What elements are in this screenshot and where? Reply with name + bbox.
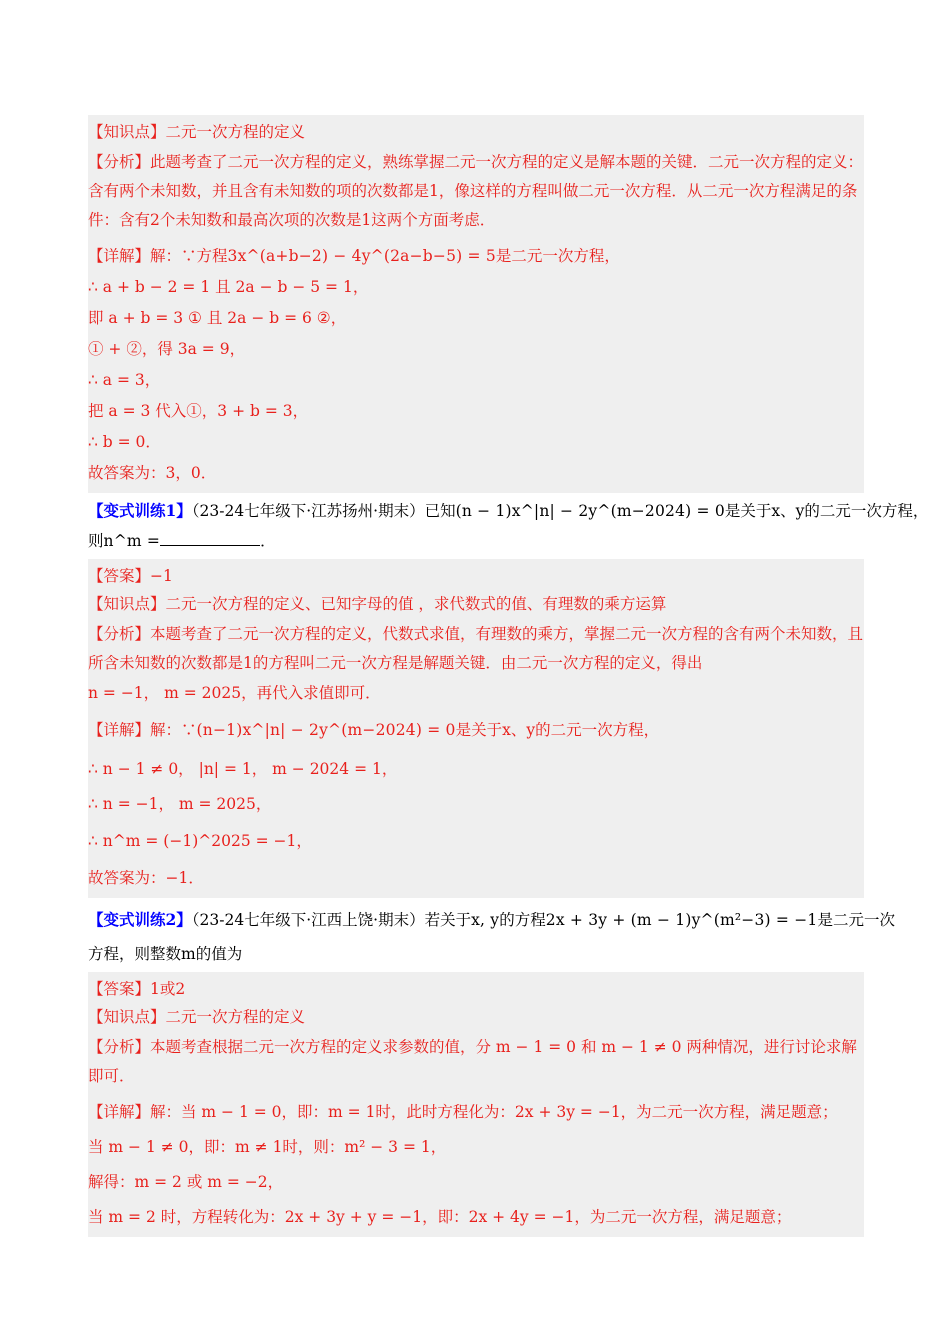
knowledge-point: 【知识点】二元一次方程的定义 [88, 123, 306, 141]
analysis-text: 【分析】此题考查了二元一次方程的定义，熟练掌握二元一次方程的定义是解本题的关键．二元一次方程的定义：含有两个未知数，并且含有未知数的项的次数都是1，像这样的方程叫做二元一次方程．从二元一次方程满足的条件：含有2个未知数和最高次项的次数是1这两个方面考虑． [88, 153, 864, 229]
analysis-text: 【分析】本题考查了二元一次方程的定义，代数式求值，有理数的乘方，掌握二元一次方程的含有两个未知数，且所含未知数的次数都是1的方程叫二元一次方程是解题关键．由二元一次方程的定义，得出 [88, 625, 864, 672]
detail-suffix: 是关于x、y的二元一次方程， [455, 721, 660, 739]
question-text: 是二元一次 [817, 911, 895, 929]
answer-label: 【答案】−1 [88, 567, 173, 585]
detail-line [88, 241, 864, 272]
answer-label: 【答案】1或2 [88, 980, 186, 998]
step-line: 【详解】解：当 m − 1 = 0，即：m = 1时，此时方程化为：2x + 3y = −1，为二元一次方程，满足题意； [88, 1103, 838, 1121]
question-expression: n^m = [103, 532, 161, 550]
step-line: ∴ a + b − 2 = 1 且 2a − b − 5 = 1， [88, 278, 369, 296]
solution-block-2 [88, 559, 864, 898]
knowledge-point: 【知识点】二元一次方程的定义 [88, 1008, 306, 1026]
question-suffix: ． [260, 532, 276, 550]
analysis-text: 【分析】本题考查根据二元一次方程的定义求参数的值，分 m − 1 = 0 和 m − 1 ≠ 0 两种情况，进行讨论求解即可． [88, 1038, 857, 1085]
question-prefix: 则 [88, 532, 104, 550]
equation: (n−1)x^|n| − 2y^(m−2024) = 0 [196, 721, 456, 739]
step-line: ∴ n − 1 ≠ 0， |n| = 1， m − 2024 = 1， [88, 760, 398, 778]
step-line: ∴ n = −1， m = 2025， [88, 795, 272, 813]
question-source: （23-24七年级下·江西上饶·期末）若关于 [191, 911, 472, 929]
question-tag: 【变式训练2】 [88, 910, 192, 929]
step-line: 把 a = 3 代入①，3 + b = 3， [88, 402, 309, 420]
answer-line: 故答案为：3，0． [88, 464, 217, 482]
solution-block-3 [88, 972, 864, 1237]
question-source: （23-24七年级下·江苏扬州·期末）已知 [191, 502, 456, 520]
analysis-end: n = −1， m = 2025，再代入求值即可． [88, 684, 381, 702]
step-line: ∴ b = 0． [88, 433, 161, 451]
detail-line [88, 715, 864, 754]
step-line: 当 m − 1 ≠ 0，即：m ≠ 1时，则：m² − 3 = 1， [88, 1138, 447, 1156]
step-line: 即 a + b = 3 ① 且 2a − b = 6 ②， [88, 309, 347, 327]
question-vars: x, y [471, 911, 500, 929]
knowledge-point: 【知识点】二元一次方程的定义、已知字母的值 ，求代数式的值、有理数的乘方运算 [88, 595, 667, 613]
question-equation: (n − 1)x^|n| − 2y^(m−2024) = 0 [455, 502, 725, 520]
detail-suffix: 是二元一次方程， [495, 247, 620, 265]
solution-block-1 [88, 115, 864, 493]
equation: 3x^(a+b−2) − 4y^(2a−b−5) = 5 [227, 247, 496, 265]
document-page [88, 115, 929, 1237]
answer-blank[interactable] [160, 531, 260, 546]
step-line: 解得：m = 2 或 m = −2， [88, 1173, 284, 1191]
step-line: 当 m = 2 时，方程转化为：2x + 3y + y = −1，即：2x + 4y = −1，为二元一次方程，满足题意； [88, 1208, 792, 1226]
detail-label: 【详解】解：∵方程 [88, 247, 228, 265]
question-line-2: 方程，则整数m的值为 [88, 945, 243, 963]
question-2 [88, 898, 895, 972]
question-text: 是关于x、y的二元一次方程， [724, 502, 929, 520]
question-mid: 的方程 [499, 911, 546, 929]
step-line: ① + ②，得 3a = 9， [88, 340, 246, 358]
question-equation: 2x + 3y + (m − 1)y^(m²−3) = −1 [545, 911, 818, 929]
question-1 [88, 493, 929, 559]
detail-label: 【详解】解：∵ [88, 721, 197, 739]
step-line: ∴ n^m = (−1)^2025 = −1， [88, 832, 312, 850]
step-line: ∴ a = 3， [88, 371, 161, 389]
answer-line: 故答案为：−1． [88, 869, 204, 887]
question-tag: 【变式训练1】 [88, 501, 192, 520]
